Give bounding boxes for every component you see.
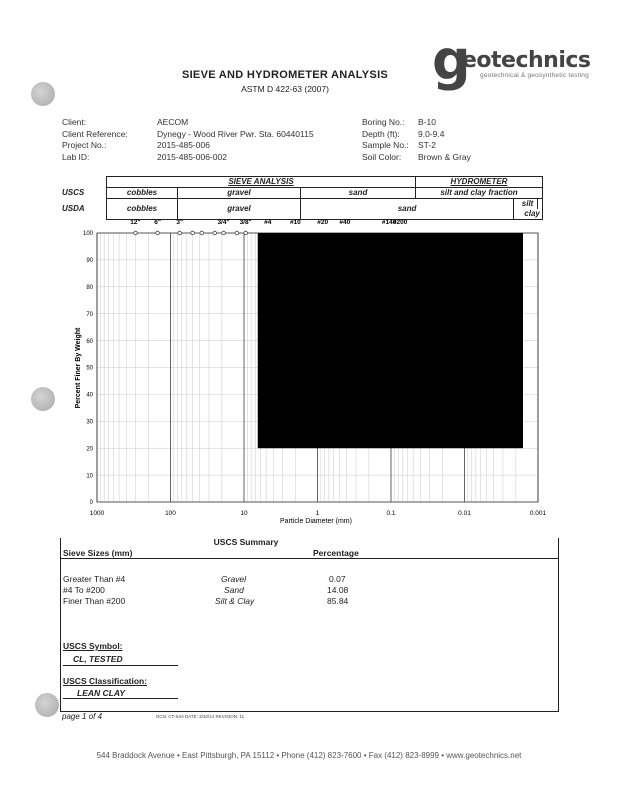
y-tick-label: 70 (86, 311, 93, 318)
uscs-fines: silt and clay fraction (416, 188, 543, 199)
data-point (156, 231, 160, 235)
data-point (178, 231, 182, 235)
y-tick-labels (83, 231, 94, 506)
sieve-analysis-header: SIEVE ANALYSIS (107, 177, 416, 188)
binder-hole-bottom (35, 693, 59, 717)
usda-cobbles: cobbles (107, 199, 178, 220)
usda-sand: sand (301, 199, 514, 220)
data-point (222, 231, 226, 235)
y-tick-label: 0 (89, 500, 93, 507)
project-no-value: 2015-485-006 (157, 140, 210, 150)
usda-gravel: gravel (178, 199, 301, 220)
sieve-label: #10 (289, 219, 301, 226)
y-tick-label: 40 (86, 392, 93, 399)
logo-wordmark: eotechnics (462, 48, 591, 73)
depth-label: Depth (ft): (362, 128, 400, 139)
usda-silt: silt (518, 199, 539, 209)
sample-no-value: ST-2 (418, 140, 436, 150)
summary-pct: 85.84 (327, 596, 349, 606)
y-tick-label: 80 (86, 285, 93, 291)
sieve-label: 12" (130, 219, 141, 226)
project-no-label: Project No.: (62, 140, 107, 150)
usda-row-label: USDA (62, 204, 85, 213)
y-tick-label: 90 (86, 258, 93, 265)
data-point (213, 231, 217, 235)
company-address-footer: 544 Braddock Avenue • East Pittsburgh, PA 15112 • Phone (412) 823-7600 • Fax (412) 823-8999 • www.geotechnics.net (96, 751, 522, 760)
client-label: Client: (62, 117, 87, 127)
x-tick-label: 0.001 (529, 510, 547, 517)
document-code: DCN: CT-S4A DATE: 3/10/14 REVISION: 11 (156, 714, 245, 719)
data-point (235, 231, 239, 235)
page-number: page 1 of 4 (62, 712, 103, 721)
y-tick-label: 100 (82, 231, 93, 238)
x-tick-labels (90, 510, 547, 517)
hydrometer-header: HYDROMETER (416, 177, 543, 188)
summary-type: Silt & Clay (215, 596, 255, 606)
summary-size: Greater Than #4 (63, 574, 126, 584)
y-tick-label: 20 (86, 446, 93, 453)
summary-col-sieve: Sieve Sizes (mm) (63, 548, 133, 558)
summary-size: Finer Than #200 (63, 596, 126, 606)
data-point (191, 231, 195, 235)
summary-pct: 0.07 (329, 574, 346, 584)
y-tick-label: 60 (86, 338, 93, 345)
x-tick-label: 0.1 (386, 510, 396, 517)
page-subtitle: ASTM D 422-63 (2007) (241, 84, 329, 94)
depth-value: 9.0-9.4 (418, 128, 445, 139)
uscs-symbol-value: CL, TESTED (73, 654, 123, 664)
y-tick-label: 50 (86, 365, 93, 372)
y-axis-label: Percent Finer By Weight (75, 327, 82, 409)
sieve-label: 3/8" (239, 219, 252, 226)
sieve-label: #20 (317, 219, 329, 226)
sieve-label: 3/4" (217, 219, 230, 226)
client-reference-label: Client Reference: (62, 128, 128, 139)
summary-col-percentage: Percentage (313, 548, 359, 558)
uscs-symbol-label: USCS Symbol: (63, 641, 123, 651)
usda-clay: clay (524, 209, 540, 218)
redaction-rect (258, 233, 523, 448)
summary-size: #4 To #200 (63, 585, 105, 595)
uscs-row-label: USCS (62, 188, 85, 197)
x-tick-label: 1000 (89, 510, 105, 517)
sieve-label: #40 (339, 219, 351, 226)
data-points (134, 231, 248, 235)
sieve-label: #200 (392, 219, 408, 226)
client-reference-value: Dynegy - Wood River Pwr. Sta. 60440115 (157, 128, 314, 139)
x-tick-label: 100 (165, 510, 176, 517)
lab-id-value: 2015-485-006-002 (157, 151, 227, 162)
uscs-summary-box (60, 538, 559, 712)
info-left (62, 117, 362, 163)
x-axis-label: Particle Diameter (mm) (280, 518, 352, 525)
sieve-label: 6" (154, 219, 161, 226)
boring-no-label: Boring No.: (362, 117, 405, 127)
sieve-label: #140 (381, 219, 397, 226)
page-footer-rule (60, 711, 558, 712)
summary-title: USCS Summary (213, 537, 279, 547)
soil-color-value: Brown & Gray (418, 151, 471, 162)
logo-tagline: geotechnical & geosynthetic testing (480, 72, 589, 79)
y-tick-label: 30 (86, 419, 93, 426)
x-tick-label: 1 (315, 510, 320, 517)
summary-pct: 14.08 (327, 585, 349, 595)
grain-size-chart (0, 205, 618, 530)
uscs-classification-value: LEAN CLAY (77, 688, 126, 698)
data-point (200, 231, 204, 235)
info-right (362, 117, 552, 163)
data-point (134, 231, 138, 235)
soil-color-label: Soil Color: (362, 151, 402, 162)
sieve-label: #4 (264, 219, 272, 226)
redaction-block (258, 233, 523, 448)
y-tick-label: 10 (86, 473, 93, 480)
page-title: SIEVE AND HYDROMETER ANALYSIS (181, 69, 389, 81)
summary-type: Sand (224, 585, 244, 595)
client-value: AECOM (157, 117, 189, 127)
boring-no-value: B-10 (418, 117, 436, 127)
x-tick-label: 10 (240, 510, 248, 517)
uscs-classification-label: USCS Classification: (63, 676, 148, 686)
uscs-cobbles: cobbles (107, 188, 178, 199)
data-point (244, 231, 248, 235)
uscs-sand: sand (301, 188, 416, 199)
logo-letter-g: g (432, 29, 471, 92)
sieve-size-labels (130, 219, 408, 226)
x-tick-label: 0.01 (458, 510, 471, 517)
sieve-label: 3" (176, 219, 184, 226)
uscs-gravel: gravel (178, 188, 301, 199)
summary-type: Gravel (221, 574, 247, 584)
sample-no-label: Sample No.: (362, 140, 409, 150)
lab-id-label: Lab ID: (62, 151, 90, 162)
